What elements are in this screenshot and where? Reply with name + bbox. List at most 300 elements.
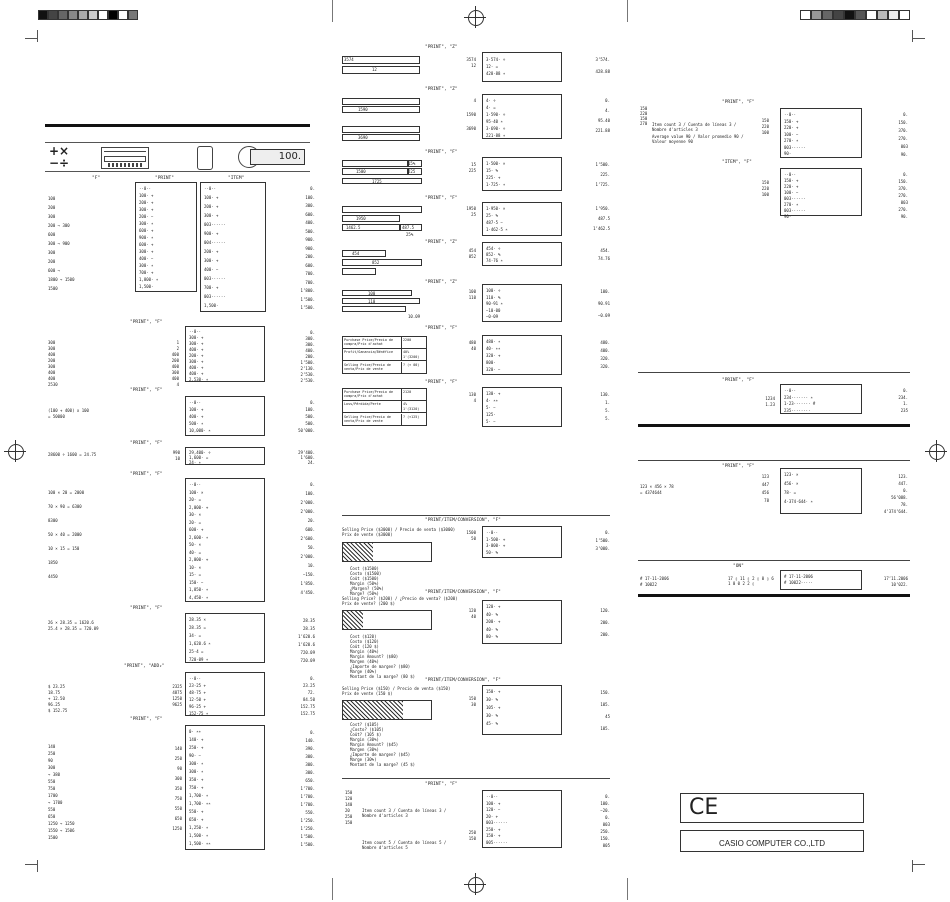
text-line: 300 [48,346,56,351]
c2s7-tape [482,335,562,375]
text-line: 123· × [784,472,799,477]
text-line: 100· ÷ [486,288,501,293]
text-line: 1500 [48,835,58,840]
text-line: 720.09 [300,658,315,663]
c2s9-title: Selling Price ($3000) / Precio de venta ($3000) Prix de vente ($3000) [342,527,456,537]
text-line: 650· + [189,817,204,822]
table-cell: Purchase Price/Precio de compra/Prix d'achat [344,390,393,398]
text-line: 350 [174,786,182,791]
text-line: 90 [48,758,53,763]
text-line: 990 [172,450,180,455]
text-line: 120. [600,608,610,613]
c3s2-tape [780,168,862,219]
ex4-header: "PRINT", "F" [130,441,163,446]
text-line: 110 [468,295,476,300]
text-line: 270· ∗ [784,202,799,207]
text-line: Montant de la marge? (45 $) [350,762,416,767]
text-line: 29,400· ÷ [189,450,211,455]
text-line: 320. [600,364,610,369]
text-line: 400· + [189,371,204,376]
text-line: 0. [310,400,315,405]
text-line: 003······ [204,276,226,281]
text-line: 1·500· × [486,161,506,166]
text-line: 600 → [48,268,61,273]
text-line: 100. [600,801,610,806]
text-line: 100· + [139,193,154,198]
table-row [343,337,426,349]
text-line: 1590 [466,112,476,117]
text-line: 2’530. [300,378,315,383]
text-line: 50 × 40 = 2000 [48,532,82,537]
text-line: 3·574· ÷ [486,57,506,62]
text-line: ··0·· [784,388,797,393]
text-line: 1550 → 1506 [48,828,75,833]
crop-mark [37,860,38,872]
text-line: 250. [600,829,610,834]
text-line: 2325 [172,684,182,689]
text-line: 90. [900,152,908,157]
text-line: 270. [898,193,908,198]
table-cell: Purchase Price/Precio de compra/Prix d'achat [344,338,393,346]
text-line: 250 [174,756,182,761]
text-line: 220· + [784,184,799,189]
text-line: 74·76 ∗ [486,258,503,263]
text-line: 003······ [204,222,226,227]
text-line: 600. [305,262,315,268]
text-line: 1·725· ∗ [486,182,506,187]
text-line: 140 [174,746,182,751]
c2s1-tape [482,52,562,82]
text-line: 300· + [204,258,219,263]
text-line: 390. [305,746,315,751]
text-line: 120· − [486,807,501,812]
text-line: 200· + [204,204,219,209]
text-line: 1500 [48,286,58,291]
text-line: 200. [305,254,315,259]
c2s5-header: "PRINT", "Z" [425,240,458,245]
c2s10-tape [482,600,562,644]
text-line: 100 [48,196,56,201]
text-line: 456· × [784,481,799,486]
text-line: Marge? (50%) [350,591,379,596]
text-line: ¿Costo? ($105) [350,727,384,732]
text-line: 12·50 + [189,697,206,702]
text-line: 5. [605,416,610,421]
text-line: 1’500. [300,305,315,310]
text-line: 150 [761,118,769,123]
c2s11-tape [482,685,562,735]
text-line: 25 [471,212,476,217]
text-line: Margin (50%) [350,581,379,586]
ex8-header: "PRINT", "F" [130,717,163,722]
c2s6-tape [482,284,562,322]
text-line: 003······ [784,208,806,213]
text-line: 300 [48,214,56,219]
text-line: 50· % [486,549,499,555]
text-line: 480. [600,340,610,345]
c3-rule2 [638,460,910,461]
text-line: 40· % [486,611,499,617]
text-line: 0. [310,482,315,487]
text-line: 100. [305,407,315,412]
text-line: 1’600. [300,455,315,460]
text-line: 3’574. [595,57,610,62]
text-line: Margin (30%) [350,737,379,742]
text-line: → 380 [48,772,61,777]
section-bar [45,124,310,127]
text-line: Margin Amount? ($80) [350,654,399,659]
text-line: 1’462.5 [593,226,610,231]
text-line: 480 [468,340,476,345]
text-line: ··0·· [784,172,797,177]
keypad-selector [101,147,149,169]
text-line: 900· ∗ [139,235,154,240]
text-line: 72. [307,690,315,695]
text-line: 250 [48,751,56,756]
text-line: 650. [305,778,315,783]
text-line: Costo ($120) [350,639,379,644]
c2s9-rule [342,515,610,516]
text-line: ¿Importe de margen? ($80) [350,664,411,669]
text-line: 17’11.2006 [883,576,908,581]
text-line: 1’500. [595,162,610,167]
text-line: 90· − [189,753,202,758]
text-line: 200· + [486,619,501,624]
color-swatch [866,10,877,20]
c3s5-keys: 17 ▯ 11 ▯ 2 ▯ 0 ▯ 6 1 0 0 2 2 ▯ [728,576,774,586]
text-line: 56’088. [891,495,908,500]
text-line: Coût? (105 $) [350,732,382,737]
color-swatch [833,10,844,20]
text-line: 12· = [486,64,499,69]
text-line: 1,500· [204,303,219,308]
text-line: 600· + [189,527,204,532]
text-line: 96·25 + [189,704,206,709]
text-line: 852 [468,254,476,259]
text-line: 2’530. [300,372,315,377]
text-line: 78 [764,498,769,503]
text-line: 100 [468,289,476,294]
text-line: Coût ($1500) [350,576,379,581]
color-swatch [78,10,88,20]
ex4-formula: 28600 ÷ 1600 = 24.75 [48,452,97,457]
text-line: 74.76 [597,256,610,261]
text-line: 350· + [189,777,204,782]
text-line: 220 [640,111,648,116]
text-line: 550 [48,779,56,784]
text-line: 1. [605,400,610,405]
c3s1-tape [780,108,862,158]
c2s8-header: "PRINT", "F" [425,380,458,385]
text-line: 23·25 + [189,683,206,688]
text-line: 250· + [189,745,204,750]
text-line: 300· + [204,213,219,218]
text-line: 120 [345,796,353,801]
text-line: 1’500. [300,360,315,365]
text-line: 80· % [486,634,499,639]
text-line: 750 [48,786,56,791]
text-line: 50’000. [298,428,315,433]
text-line: 1’850. [300,581,315,586]
text-line: 270. [898,207,908,212]
fold-line [627,0,628,22]
text-line: 300 [48,340,56,345]
text-line: 4,450· ∗ [189,594,209,600]
c2s1-diagram: 3574 12 [342,52,422,80]
table-cell: Selling Price/Precio de venta/Prix de vente [344,414,391,423]
text-line: 96.25 [48,702,61,707]
text-line: 40· ∗∗ [486,346,501,351]
text-line: 320. [600,356,610,361]
table-cell: Profit/Ganancia/Bénéfice [344,350,393,355]
table-cell: 2120 [403,390,412,394]
text-line: 1’620.6 [298,634,315,639]
text-line: 20. [307,518,315,523]
text-line: 2’000. [300,554,315,559]
text-line: −0.09 [597,313,610,318]
table-row [343,349,426,361]
c3s5-tape [780,570,862,590]
text-line: 4’450. [300,590,315,595]
text-line: 270 [640,121,648,126]
color-bar-right [800,10,910,20]
text-line: 1’500. [300,296,315,302]
text-line: 1·950· × [486,206,506,211]
text-line: 150. [600,690,610,695]
text-line: 90.91 [597,301,610,306]
color-bar-left [38,10,138,20]
text-line: 150 [640,116,648,121]
text-line: 150· + [784,118,799,124]
text-line: 1 [176,340,179,345]
text-line: 20· = [189,497,202,502]
text-line: 90· [784,214,792,219]
text-line: 0. [903,172,908,177]
calculator-illustration [45,142,310,172]
text-line: Margen (40%) [350,659,379,664]
text-line: 150· + [784,178,799,183]
text-line: 28.35 = [189,625,206,630]
text-line: 5· − [486,419,496,424]
text-line: 234······· ∗ [784,394,813,400]
text-line: 100· × [189,489,204,495]
text-line: 30· % [486,713,499,718]
color-swatch [844,10,855,20]
text-line: 140 [345,802,353,807]
ex8-tape [185,725,265,850]
text-line: 270. [898,136,908,141]
text-line: 400· − [139,256,154,261]
color-swatch [899,10,910,20]
text-line: 235 [900,407,908,413]
text-line: 152.75 [300,711,315,716]
fold-line [332,0,333,22]
text-line: 150· − [189,579,204,585]
fold-line [332,878,333,900]
text-line: 400 [171,364,179,369]
text-line: → 1700 [48,800,63,805]
crop-mark [912,30,913,42]
table-cell: 4% [403,402,408,407]
c3s4-header: "PRINT", "F" [722,464,755,469]
text-line: 500. [305,414,315,419]
text-line: 004······ [204,240,226,245]
text-line: 150 [761,180,769,185]
text-line: ··0·· [486,794,499,799]
c3s5-header: "ON" [733,564,744,569]
text-line: 1’725. [595,182,610,187]
text-line: 8300 [48,518,58,523]
text-line: 24· ∗ [189,460,202,465]
text-line: 40 [471,346,476,351]
text-line: 5. [605,408,610,413]
table-row [343,414,426,426]
text-line: 125· [486,412,496,417]
text-line: 1800 → 1500 [48,277,75,282]
text-line: 28.35 [302,618,315,623]
text-line: 152.75 [300,704,315,709]
c2s6-header: "PRINT", "Z" [425,280,458,285]
text-line: 370. [898,128,908,133]
text-line: 4875 [172,690,182,695]
text-line: 003······ [784,144,806,150]
text-line: 10. [307,563,315,568]
text-line: 23.25 [302,683,315,688]
text-line: 0. [903,388,908,393]
text-line: 300. [305,762,315,767]
text-line: 550 [48,807,56,812]
text-line: 45· % [486,721,499,726]
text-line: 225· + [486,175,501,180]
c2s11-bar [342,700,432,720]
text-line: 105. [600,726,610,731]
text-line: 300. [305,342,315,347]
ex6-header: "PRINT", "F" [130,606,163,611]
text-line: 90· [784,151,792,156]
text-line: 800· [486,360,496,365]
text-line: ··0·· [189,400,202,405]
c2s8-tape [482,387,562,427]
text-line: 487.5 [597,216,610,221]
lcd-display: 100. [250,149,305,165]
ce-mark-box [680,793,864,823]
text-line: 1,600· = [189,455,209,460]
text-line: 1,250· ∗ [189,825,209,830]
c2s1-header: "PRINT", "Z" [425,45,458,50]
text-line: 200. [600,620,610,625]
text-line: 750 [174,796,182,801]
text-line: 600. [305,211,315,217]
text-line: 400· + [189,414,204,419]
text-line: 140 [48,744,56,749]
text-line: 15· % [486,168,499,173]
text-line: 700. [305,279,315,285]
text-line: −0·09 [486,314,499,319]
table-cell: 1'(3200) [403,355,420,360]
text-line: 320· + [486,353,501,358]
text-line: 48·75 + [189,690,206,695]
text-line: 120· + [486,604,501,609]
text-line: 700· + [139,270,154,275]
text-line: 1’250. [300,818,315,823]
text-line: 0· ∗∗ [189,729,202,734]
text-line: 400· − [204,267,219,272]
text-line: 270· ∗ [784,138,799,143]
text-line: 700· + [204,285,219,290]
color-swatch [855,10,866,20]
ex2-header: "PRINT", "F" [130,320,163,325]
text-line: 0. [310,730,315,735]
text-line: 300 [174,776,182,781]
text-line: 500· ∗ [189,421,204,426]
c3s5-left2: # 10022 [640,582,657,587]
section-bar [638,594,910,597]
ex5-tape [185,478,265,602]
table-cell: Loss/Pérdida/Perte [344,402,381,407]
table-cell: 1'(3120) [403,407,420,412]
text-line: 0. [310,186,315,191]
color-swatch [38,10,48,20]
text-line: 2,530· ∗ [189,377,209,382]
text-line: 2’000. [300,509,315,514]
text-line: 4 [176,382,179,387]
text-line: 150 [640,106,648,111]
text-line: Margin Amount? ($45) [350,742,399,747]
text-line: 150. [898,179,908,184]
text-line: 1,700· ∗∗ [189,801,211,806]
registration-mark-bottom [464,873,486,895]
c3s4-result: = 4374644 [640,490,662,495]
text-line: 1,500· [139,284,154,289]
text-line: 300 [48,765,56,770]
text-line: 456 [761,490,769,495]
c3s1-note1: Item count 3 / Cuenta de líneas 3 / Nombre d'articles 3 [652,122,737,132]
text-line: 650 [174,816,182,821]
c2s12-note2: Item count 5 / Cuenta de líneas 5 / Nombre d'articles 5 [362,840,447,850]
text-line: 150 [345,820,353,825]
text-line: 1,850· ∗ [189,587,209,592]
text-line: 2 [176,346,179,351]
text-line: ··0·· [189,482,202,487]
c2s12-note1: Item count 3 / Cuenta de líneas 3 / Nombre d'articles 3 [362,808,447,818]
crop-mark [25,38,37,39]
text-line: 300· ∗ [189,769,204,774]
text-line: $ 23.25 [48,684,65,689]
color-swatch [88,10,98,20]
text-line: 225. [600,172,610,177]
text-line: 1,500· ∗ [189,833,209,838]
text-line: 400. [305,220,315,225]
c2s12-header: "PRINT", "F" [425,782,458,787]
table-row [343,389,426,401]
fold-line [627,878,628,900]
text-line: 600. [305,527,315,532]
c3-rule1 [638,372,910,373]
ex3-header: "PRINT", "F" [130,388,163,393]
ex3-result: = 50000 [48,414,65,419]
text-line: 220 [761,186,769,191]
text-line: 500. [305,421,315,426]
table-cell: 40% [403,350,410,355]
text-line: 750· + [189,785,204,790]
text-line: 003······ [204,294,226,299]
text-line: −20. [600,808,610,813]
text-line: 005 [602,843,610,848]
text-line: 1950 [466,206,476,211]
text-line: 720.09 [300,650,315,655]
text-line: 200. [305,354,315,359]
registration-mark-left [4,440,26,462]
